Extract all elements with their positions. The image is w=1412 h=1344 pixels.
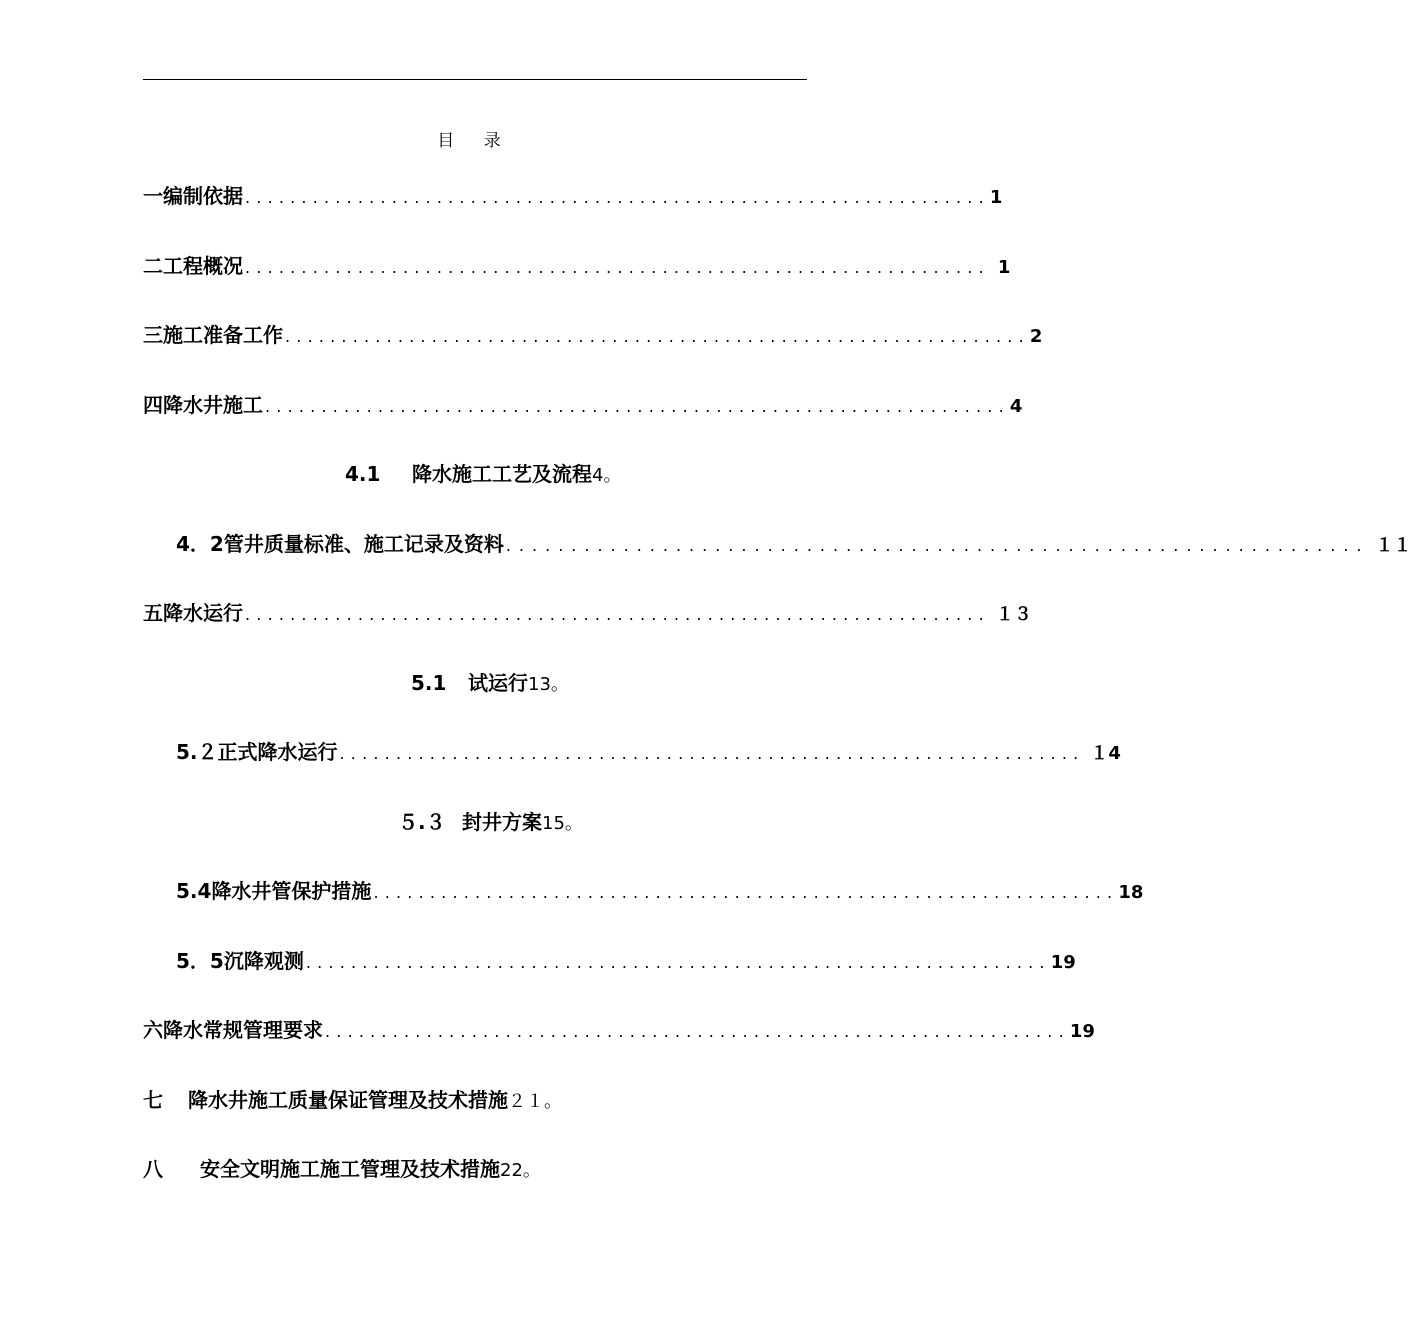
toc-title: 目 录 — [437, 131, 513, 151]
toc-entry-page: １３ — [995, 604, 1032, 625]
toc-entry-number: ５.３ — [398, 810, 446, 834]
toc-entry-number: 4.1 — [345, 462, 381, 486]
toc-entry-number: 4．2 — [176, 532, 224, 556]
toc-entry-page: １１ — [1375, 535, 1412, 556]
toc-leader-dots: .................................................................. — [325, 1022, 1070, 1041]
toc-entry-title: 管井质量标准、施工记录及资料 — [223, 532, 504, 556]
toc-entry-title: 试运行 — [468, 671, 528, 695]
toc-entry[interactable] — [398, 808, 583, 838]
toc-entry-title: 编制依据 — [163, 184, 243, 208]
toc-entry-title: 降水井施工质量保证管理及技术措施 — [188, 1088, 508, 1112]
toc-leader-dots: .................................................................. — [305, 953, 1051, 972]
toc-entry-title: 沉降观测 — [223, 949, 304, 973]
toc-entry[interactable] — [143, 1016, 1095, 1044]
toc-entry-page: 1 — [997, 257, 1011, 278]
toc-entry[interactable] — [176, 738, 1121, 766]
toc-entry-page: 1 — [989, 187, 1003, 208]
toc-entry-page: 13。 — [528, 674, 569, 695]
toc-entry-page: 4 — [1009, 396, 1023, 417]
toc-entry[interactable] — [345, 460, 621, 490]
toc-entry[interactable] — [143, 1155, 541, 1185]
toc-entry-number: 5．5 — [176, 949, 224, 973]
toc-leader-dots: .................................................................. — [245, 258, 990, 277]
toc-entry-number: 三 — [143, 323, 163, 347]
toc-entry-title: 降水运行 — [163, 601, 243, 625]
toc-entry-title: 封井方案 — [462, 810, 542, 834]
toc-entry-number: 六 — [143, 1018, 163, 1042]
toc-entry-title: 降水施工工艺及流程 — [412, 462, 592, 486]
toc-entry[interactable] — [143, 252, 1011, 280]
toc-entry[interactable] — [411, 669, 569, 699]
toc-entry-page: 19 — [1069, 1021, 1095, 1042]
toc-entry-number: 二 — [143, 254, 163, 278]
toc-entry[interactable] — [143, 182, 1003, 210]
toc-entry-title: 降水常规管理要求 — [163, 1018, 323, 1042]
toc-leader-dots: .................................................................. — [245, 188, 990, 207]
toc-leader-dots: .................................................................. — [265, 397, 1010, 416]
toc-entry-title: 降水井管保护措施 — [211, 879, 372, 903]
toc-entry-title: 施工准备工作 — [163, 323, 283, 347]
toc-leader-dots: .................................................................. — [245, 605, 990, 624]
toc-entry-title: 安全文明施工施工管理及技术措施 — [200, 1157, 500, 1181]
toc-entry[interactable] — [176, 877, 1144, 905]
header-rule — [143, 79, 807, 80]
toc-entry-number: 八 — [143, 1157, 163, 1181]
toc-leader-dots: .................................................................. — [373, 883, 1119, 902]
toc-entry-number: 四 — [143, 393, 163, 417]
toc-entry-page: 4。 — [592, 465, 622, 486]
toc-entry-number: 五 — [143, 601, 163, 625]
toc-entry-number: 5.1 — [411, 671, 447, 695]
toc-entry-title: 正式降水运行 — [217, 740, 338, 764]
toc-leader-dots: .................................................................. — [505, 536, 1370, 555]
toc-entry[interactable] — [143, 599, 1032, 627]
toc-entry-number: 5.4 — [176, 879, 212, 903]
toc-entry-page: ２１。 — [508, 1091, 562, 1112]
toc-entry-page: 18 — [1118, 882, 1144, 903]
toc-entry-page: 19 — [1050, 952, 1076, 973]
toc-entry-number: 5.２ — [176, 740, 218, 764]
toc-entry-page: 22。 — [500, 1160, 541, 1181]
toc-entry-page: 2 — [1029, 326, 1043, 347]
toc-entry-number: 一 — [143, 184, 163, 208]
toc-entry-page: 15。 — [542, 813, 583, 834]
toc-entry[interactable] — [176, 947, 1076, 975]
toc-leader-dots: .................................................................. — [339, 744, 1085, 763]
toc-entry[interactable] — [143, 1086, 562, 1116]
toc-entry-number: 七 — [143, 1088, 163, 1112]
toc-entry[interactable] — [143, 391, 1023, 419]
toc-entry-title: 降水井施工 — [163, 393, 263, 417]
toc-entry[interactable] — [176, 530, 1412, 558]
toc-entry[interactable] — [143, 321, 1043, 349]
toc-entry-title: 工程概况 — [163, 254, 243, 278]
toc-leader-dots: .................................................................. — [285, 327, 1030, 346]
toc-entry-page: １4 — [1090, 743, 1121, 764]
